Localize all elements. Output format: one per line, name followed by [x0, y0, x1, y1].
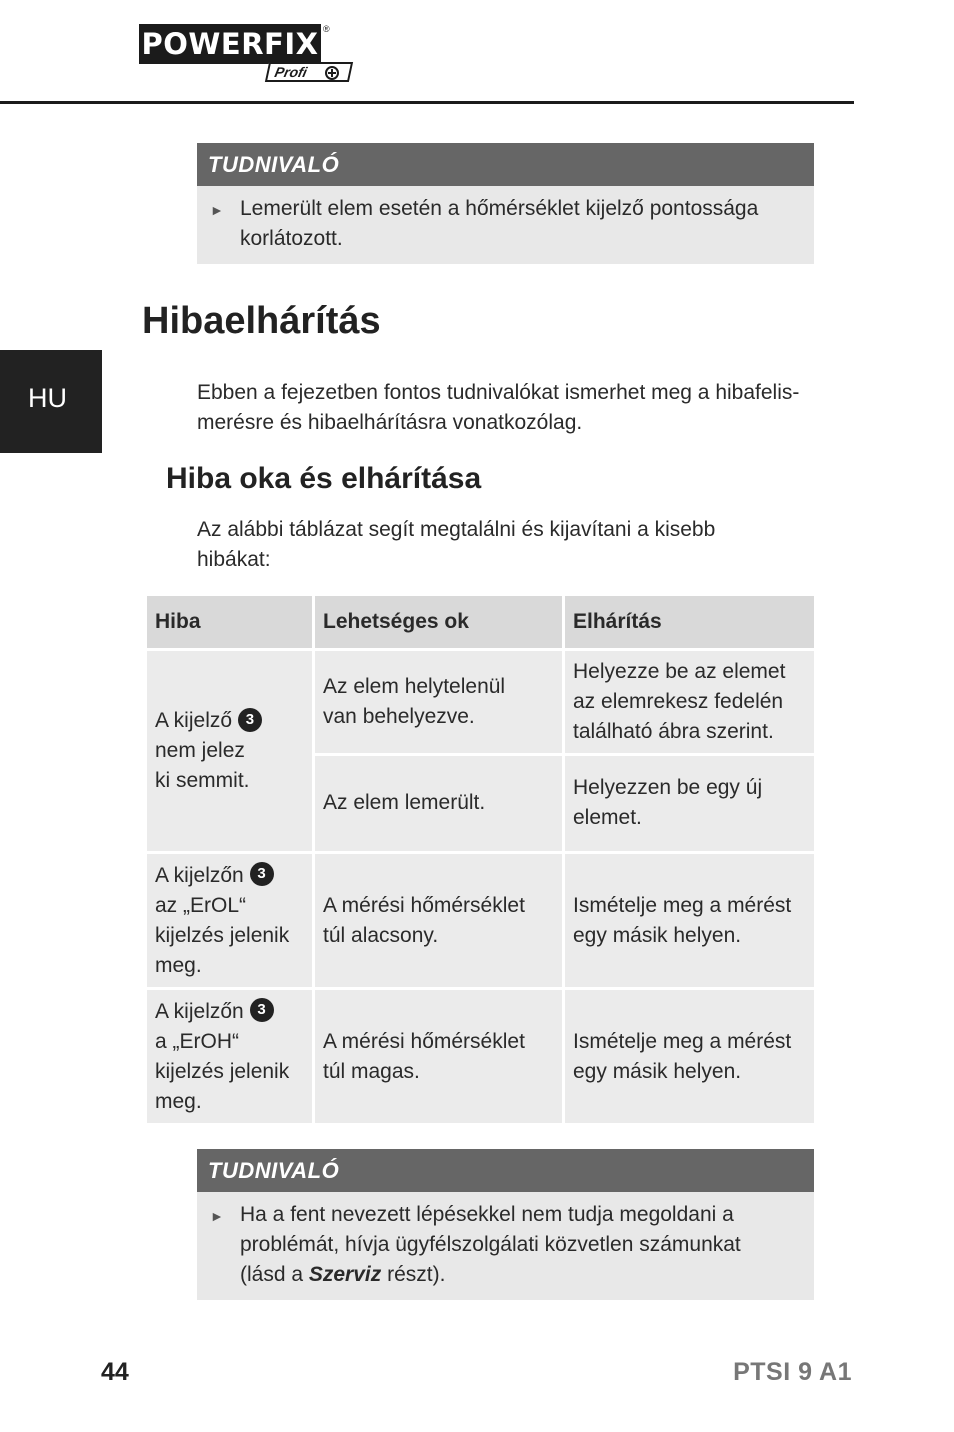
header-cause: Lehetséges ok	[314, 595, 564, 650]
note-heading: TUDNIVALÓ	[197, 1149, 814, 1192]
fault-line: ki semmit.	[155, 769, 250, 792]
intro-line: merésre és hibaelhárításra vonatkozólag.	[197, 411, 583, 434]
arrow-right-icon: ►	[210, 202, 224, 218]
fault-line: meg.	[155, 1089, 202, 1113]
fix-line: Helyezze be az elemet	[573, 659, 786, 683]
fix-cell	[564, 989, 816, 1125]
subsection-title: Hiba oka és elhárítása	[166, 462, 482, 495]
fix-cell	[564, 754, 816, 852]
note-line: Ha a fent nevezett lépésekkel nem tudja megoldani a	[240, 1203, 734, 1226]
note-box-battery	[197, 143, 814, 264]
fault-line: meg.	[155, 953, 202, 977]
subintro-paragraph	[197, 515, 817, 575]
cause-line: túl alacsony.	[323, 923, 439, 947]
table-row	[146, 989, 816, 1125]
registered-mark: ®	[323, 24, 330, 34]
language-label: HU	[28, 383, 67, 413]
fault-line: az „ErOL“	[155, 893, 247, 917]
cause-cell	[314, 989, 564, 1125]
cause-line: van behelyezve.	[323, 704, 475, 728]
header-fault: Hiba	[146, 595, 314, 650]
fault-line: a „ErOH“	[155, 1029, 239, 1053]
fix-line: Ismételje meg a mérést	[573, 1029, 792, 1053]
cause-line: A mérési hőmérséklet	[323, 1029, 525, 1053]
plus-circle-icon	[325, 66, 339, 80]
section-title: Hibaelhárítás	[142, 300, 381, 342]
fix-line: az elemrekesz fedelén	[573, 689, 784, 713]
note-line: problémát, hívja ügyfélszolgálati közvetlen számunkat	[240, 1233, 741, 1256]
note-body	[197, 186, 814, 264]
table-row	[146, 650, 816, 755]
intro-paragraph	[197, 378, 817, 438]
cause-line: A mérési hőmérséklet	[323, 893, 525, 917]
table-row	[146, 853, 816, 989]
troubleshooting-table	[144, 593, 817, 1126]
fix-line: egy másik helyen.	[573, 1059, 742, 1083]
note-text: részt).	[381, 1263, 446, 1286]
service-reference: Szerviz	[308, 1263, 382, 1286]
cause-cell	[314, 754, 564, 852]
powerfix-logo	[139, 24, 354, 86]
note-line: Lemerült elem esetén a hőmérséklet kijelző pontossága	[240, 197, 759, 220]
fix-line: található ábra szerint.	[573, 719, 774, 743]
cause-cell	[314, 650, 564, 755]
intro-line: Ebben a fejezetben fontos tudnivalókat ismerhet meg a hibafelis-	[197, 381, 800, 404]
fault-cell	[146, 853, 314, 989]
cause-line: Az elem lemerült.	[323, 791, 486, 815]
note-box-service	[197, 1149, 814, 1300]
table-header-row	[146, 595, 816, 650]
note-line	[240, 1260, 802, 1290]
fix-cell	[564, 650, 816, 755]
fix-line: Helyezzen be egy új	[573, 776, 763, 800]
subintro-line: hibákat:	[197, 548, 271, 571]
note-text: (lásd a	[240, 1263, 309, 1286]
model-name: PTSI 9 A1	[733, 1358, 852, 1386]
fault-line: A kijelzőn	[155, 999, 244, 1023]
note-body	[197, 1192, 814, 1300]
display-ref-badge: 3	[250, 998, 274, 1022]
page-number: 44	[101, 1358, 129, 1386]
fault-cell	[146, 650, 314, 853]
display-ref-badge: 3	[238, 708, 262, 732]
fix-line: egy másik helyen.	[573, 923, 742, 947]
cause-cell	[314, 853, 564, 989]
header-rule	[0, 101, 854, 104]
fix-line: elemet.	[573, 806, 642, 830]
display-ref-badge: 3	[250, 862, 274, 886]
fault-line: A kijelzőn	[155, 863, 244, 887]
note-line: korlátozott.	[240, 227, 343, 250]
subintro-line: Az alábbi táblázat segít megtalálni és kijavítani a kisebb	[197, 518, 716, 541]
fault-line: nem jelez	[155, 739, 245, 762]
note-heading: TUDNIVALÓ	[197, 143, 814, 186]
brand-sub: Profi	[265, 62, 353, 82]
fix-cell	[564, 853, 816, 989]
arrow-right-icon: ►	[210, 1208, 224, 1224]
cause-line: Az elem helytelenül	[323, 674, 506, 698]
fault-line: kijelzés jelenik	[155, 1059, 290, 1083]
cause-line: túl magas.	[323, 1059, 420, 1083]
fault-line: A kijelző	[155, 709, 233, 732]
fix-line: Ismételje meg a mérést	[573, 893, 792, 917]
header-fix: Elhárítás	[564, 595, 816, 650]
fault-line: kijelzés jelenik	[155, 923, 290, 947]
fault-cell	[146, 989, 314, 1125]
brand-name: POWERFIX	[139, 24, 321, 64]
